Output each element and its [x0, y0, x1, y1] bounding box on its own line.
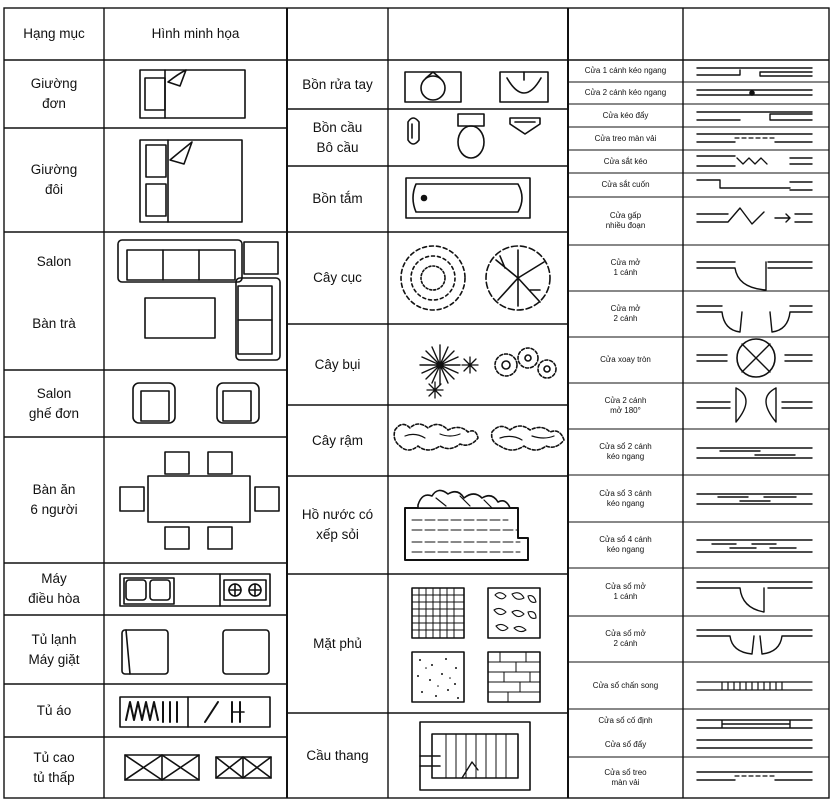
label-window-fixed: Cửa sổ cố định — [598, 716, 653, 725]
label-single-chair: Salon ghế đơn — [28, 385, 80, 421]
label-window-4-sliding: Cửa sổ 4 cánh kéo ngang — [599, 535, 652, 554]
label-door-1-sliding: Cửa 1 cánh kéo ngang — [584, 66, 667, 75]
air-conditioner-icon — [120, 574, 270, 606]
label-door-folding: Cửa gấp nhiều đoạn — [605, 211, 646, 230]
door-2-swing-icon — [697, 306, 812, 332]
door-2-sliding-icon — [697, 90, 812, 95]
label-door-2-swing: Cửa mở 2 cánh — [610, 304, 641, 323]
label-shrub: Cây bụi — [314, 356, 361, 372]
label-door-2-sliding: Cửa 2 cánh kéo ngang — [584, 88, 667, 97]
window-3-sliding-icon — [697, 494, 812, 504]
label-door-push-pull: Cửa kéo đẩy — [602, 110, 649, 120]
fridge-washer-icon — [122, 630, 269, 674]
label-surface: Mặt phủ — [313, 635, 362, 651]
label-single-bed: Giường đơn — [30, 76, 78, 111]
door-curtain-icon — [697, 134, 812, 142]
double-bed-icon — [140, 140, 242, 222]
label-cabinets: Tủ cao tủ thấp — [33, 749, 75, 785]
window-4-sliding-icon — [697, 540, 812, 552]
cabinet-icon — [125, 755, 271, 780]
label-stairs: Cầu thang — [306, 747, 369, 763]
wardrobe-icon — [120, 697, 270, 727]
label-double-bed: Giường đôi — [30, 162, 78, 197]
armchair-icon — [133, 383, 259, 423]
label-wardrobe: Tủ áo — [36, 702, 72, 718]
door-revolving-icon — [697, 339, 812, 377]
label-washbasin: Bồn rửa tay — [302, 76, 373, 92]
label-window-2-sliding: Cửa sổ 2 cánh kéo ngang — [599, 442, 652, 461]
label-door-2-180: Cửa 2 cánh mở 180° — [604, 396, 647, 415]
sofa-icon — [118, 240, 280, 360]
label-window-2-swing: Cửa sổ mở 2 cánh — [605, 629, 646, 648]
label-window-grille: Cửa sổ chấn song — [592, 680, 659, 690]
label-door-rolling: Cửa sắt cuốn — [601, 180, 650, 189]
label-door-iron-sliding: Cửa sắt kéo — [603, 156, 648, 166]
door-2-180-icon — [697, 388, 812, 422]
pond-icon — [405, 490, 528, 560]
label-air-conditioner: Máy điều hòa — [28, 571, 80, 606]
label-tea-table: Bàn trà — [32, 316, 76, 331]
label-toilet: Bồn cầu Bô cầu — [312, 119, 363, 155]
hedge-icon — [394, 424, 564, 450]
label-door-1-swing: Cửa mở 1 cánh — [610, 258, 641, 277]
label-window-curtain: Cửa sổ treo màn vải — [604, 767, 647, 787]
label-bathtub: Bồn tắm — [312, 191, 363, 206]
label-window-3-sliding: Cửa sổ 3 cánh kéo ngang — [599, 488, 652, 508]
window-curtain-icon — [697, 772, 812, 780]
header-item: Hạng mục — [23, 26, 85, 41]
label-hedge: Cây rậm — [311, 432, 363, 448]
label-salon: Salon — [36, 254, 72, 269]
label-window-1-swing: Cửa sổ mở 1 cánh — [605, 582, 646, 601]
window-1-swing-icon — [697, 582, 812, 612]
label-pond: Hồ nước có xếp sỏi — [301, 507, 374, 542]
door-iron-sliding-icon — [697, 156, 812, 166]
tree-icon — [401, 246, 550, 310]
label-door-curtain: Cửa treo màn vải — [594, 133, 657, 143]
door-push-pull-icon — [697, 112, 812, 120]
dining-table-icon — [120, 452, 279, 549]
stairs-icon — [420, 722, 530, 790]
window-2-sliding-icon — [697, 448, 812, 458]
surface-pattern-icon — [412, 588, 540, 702]
label-window-push: Cửa sổ đẩy — [604, 740, 647, 749]
door-1-swing-icon — [697, 262, 812, 290]
label-door-revolving: Cửa xoay tròn — [600, 355, 651, 364]
window-grille-icon — [697, 682, 812, 690]
door-rolling-icon — [697, 180, 812, 190]
door-folding-icon — [697, 208, 812, 224]
washbasin-icon — [405, 72, 548, 102]
single-bed-icon — [140, 70, 245, 118]
door-1-sliding-icon — [697, 68, 812, 76]
toilet-icon — [408, 114, 540, 158]
window-fixed-push-icon — [697, 720, 812, 748]
label-dining-table: Bàn ăn 6 người — [30, 482, 78, 517]
bathtub-icon — [406, 178, 530, 218]
shrub-icon — [420, 345, 556, 398]
label-tree: Cây cục — [313, 270, 362, 285]
header-illustration: Hình minh họa — [151, 26, 240, 41]
label-fridge-washer: Tủ lạnh Máy giặt — [28, 631, 80, 667]
window-2-swing-icon — [697, 630, 812, 654]
